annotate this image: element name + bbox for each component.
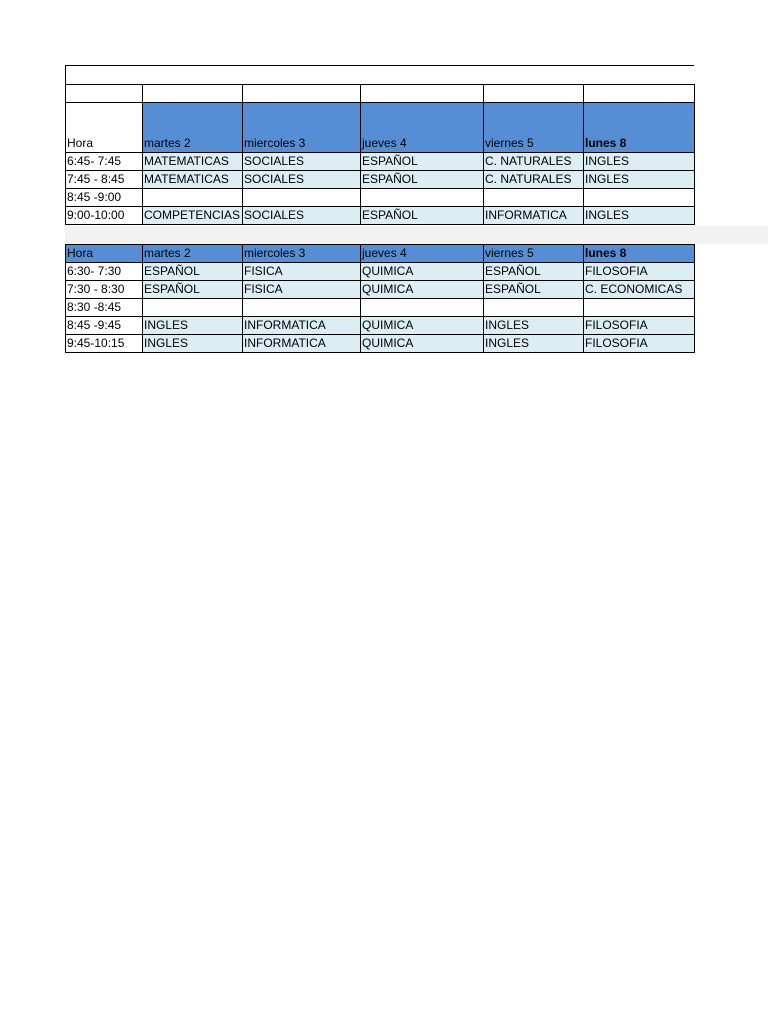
subject-cell[interactable] <box>361 189 484 207</box>
blank-cell[interactable] <box>584 85 695 103</box>
subject-cell[interactable]: ESPAÑOL <box>143 281 243 299</box>
subject-cell[interactable]: INGLES <box>484 335 584 353</box>
subject-cell[interactable] <box>243 189 361 207</box>
header-cell-lunes[interactable]: lunes 8 <box>584 245 695 263</box>
subject-cell[interactable]: ESPAÑOL <box>484 281 584 299</box>
schedule-table-2 <box>65 244 695 353</box>
table-row <box>66 263 695 281</box>
subject-cell[interactable]: INGLES <box>584 207 695 225</box>
table-row <box>66 171 695 189</box>
subject-cell[interactable]: SOCIALES <box>243 171 361 189</box>
header-cell-hora[interactable]: Hora <box>66 245 143 263</box>
subject-cell[interactable]: QUIMICA <box>361 263 484 281</box>
subject-cell[interactable]: MATEMATICAS <box>143 153 243 171</box>
subject-cell[interactable]: ESPAÑOL <box>361 207 484 225</box>
subject-cell[interactable]: FILOSOFIA <box>584 317 695 335</box>
blank-cell[interactable] <box>361 85 484 103</box>
time-cell[interactable]: 7:30 - 8:30 <box>66 281 143 299</box>
header-cell-jueves[interactable]: jueves 4 <box>361 245 484 263</box>
subject-cell[interactable]: C. NATURALES <box>484 153 584 171</box>
blank-cell[interactable] <box>66 85 143 103</box>
subject-cell[interactable]: ESPAÑOL <box>143 263 243 281</box>
subject-cell[interactable]: MATEMATICAS <box>143 171 243 189</box>
header-row <box>66 103 695 153</box>
subject-cell[interactable]: INGLES <box>584 171 695 189</box>
header-cell-viernes[interactable]: viernes 5 <box>484 103 584 153</box>
header-cell-miercoles[interactable]: miercoles 3 <box>243 245 361 263</box>
time-cell[interactable]: 6:45- 7:45 <box>66 153 143 171</box>
sheet-title-row <box>65 65 694 84</box>
subject-cell[interactable]: SOCIALES <box>243 207 361 225</box>
subject-cell[interactable]: INFORMATICA <box>484 207 584 225</box>
table-row <box>66 335 695 353</box>
time-cell[interactable]: 9:45-10:15 <box>66 335 143 353</box>
subject-cell[interactable] <box>584 189 695 207</box>
subject-cell[interactable] <box>484 189 584 207</box>
blank-row <box>66 85 695 103</box>
time-cell[interactable]: 8:30 -8:45 <box>66 299 143 317</box>
blank-cell[interactable] <box>143 85 243 103</box>
subject-cell[interactable] <box>484 299 584 317</box>
blank-cell[interactable] <box>484 85 584 103</box>
subject-cell[interactable]: QUIMICA <box>361 335 484 353</box>
subject-cell[interactable]: INGLES <box>484 317 584 335</box>
table-row <box>66 281 695 299</box>
subject-cell[interactable]: COMPETENCIAS <box>143 207 243 225</box>
blank-cell[interactable] <box>243 85 361 103</box>
subject-cell[interactable]: INGLES <box>143 335 243 353</box>
subject-cell[interactable]: FILOSOFIA <box>584 263 695 281</box>
table-row <box>66 317 695 335</box>
subject-cell[interactable]: FISICA <box>243 263 361 281</box>
header-cell-miercoles[interactable]: miercoles 3 <box>243 103 361 153</box>
header-cell-martes[interactable]: martes 2 <box>143 103 243 153</box>
break-row <box>66 189 695 207</box>
header-cell-lunes[interactable]: lunes 8 <box>584 103 695 153</box>
subject-cell[interactable]: ESPAÑOL <box>484 263 584 281</box>
header-cell-jueves[interactable]: jueves 4 <box>361 103 484 153</box>
time-cell[interactable]: 7:45 - 8:45 <box>66 171 143 189</box>
time-cell[interactable]: 9:00-10:00 <box>66 207 143 225</box>
subject-cell[interactable]: C. ECONOMICAS <box>584 281 695 299</box>
subject-cell[interactable]: ESPAÑOL <box>361 171 484 189</box>
time-cell[interactable]: 6:30- 7:30 <box>66 263 143 281</box>
schedule-table-1 <box>65 84 695 225</box>
table-row <box>66 207 695 225</box>
header-cell-viernes[interactable]: viernes 5 <box>484 245 584 263</box>
subject-cell[interactable] <box>584 299 695 317</box>
subject-cell[interactable]: QUIMICA <box>361 281 484 299</box>
subject-cell[interactable]: C. NATURALES <box>484 171 584 189</box>
subject-cell[interactable] <box>361 299 484 317</box>
header-cell-martes[interactable]: martes 2 <box>143 245 243 263</box>
header-row <box>66 245 695 263</box>
table-row <box>66 153 695 171</box>
separator-band <box>65 226 768 244</box>
time-cell[interactable]: 8:45 -9:45 <box>66 317 143 335</box>
subject-cell[interactable]: INGLES <box>143 317 243 335</box>
subject-cell[interactable]: ESPAÑOL <box>361 153 484 171</box>
subject-cell[interactable]: FISICA <box>243 281 361 299</box>
subject-cell[interactable]: QUIMICA <box>361 317 484 335</box>
subject-cell[interactable]: INGLES <box>584 153 695 171</box>
break-row <box>66 299 695 317</box>
subject-cell[interactable]: INFORMATICA <box>243 335 361 353</box>
subject-cell[interactable] <box>143 299 243 317</box>
subject-cell[interactable]: INFORMATICA <box>243 317 361 335</box>
subject-cell[interactable] <box>243 299 361 317</box>
time-cell[interactable]: 8:45 -9:00 <box>66 189 143 207</box>
header-cell-hora[interactable]: Hora <box>66 103 143 153</box>
subject-cell[interactable]: SOCIALES <box>243 153 361 171</box>
subject-cell[interactable]: FILOSOFIA <box>584 335 695 353</box>
subject-cell[interactable] <box>143 189 243 207</box>
